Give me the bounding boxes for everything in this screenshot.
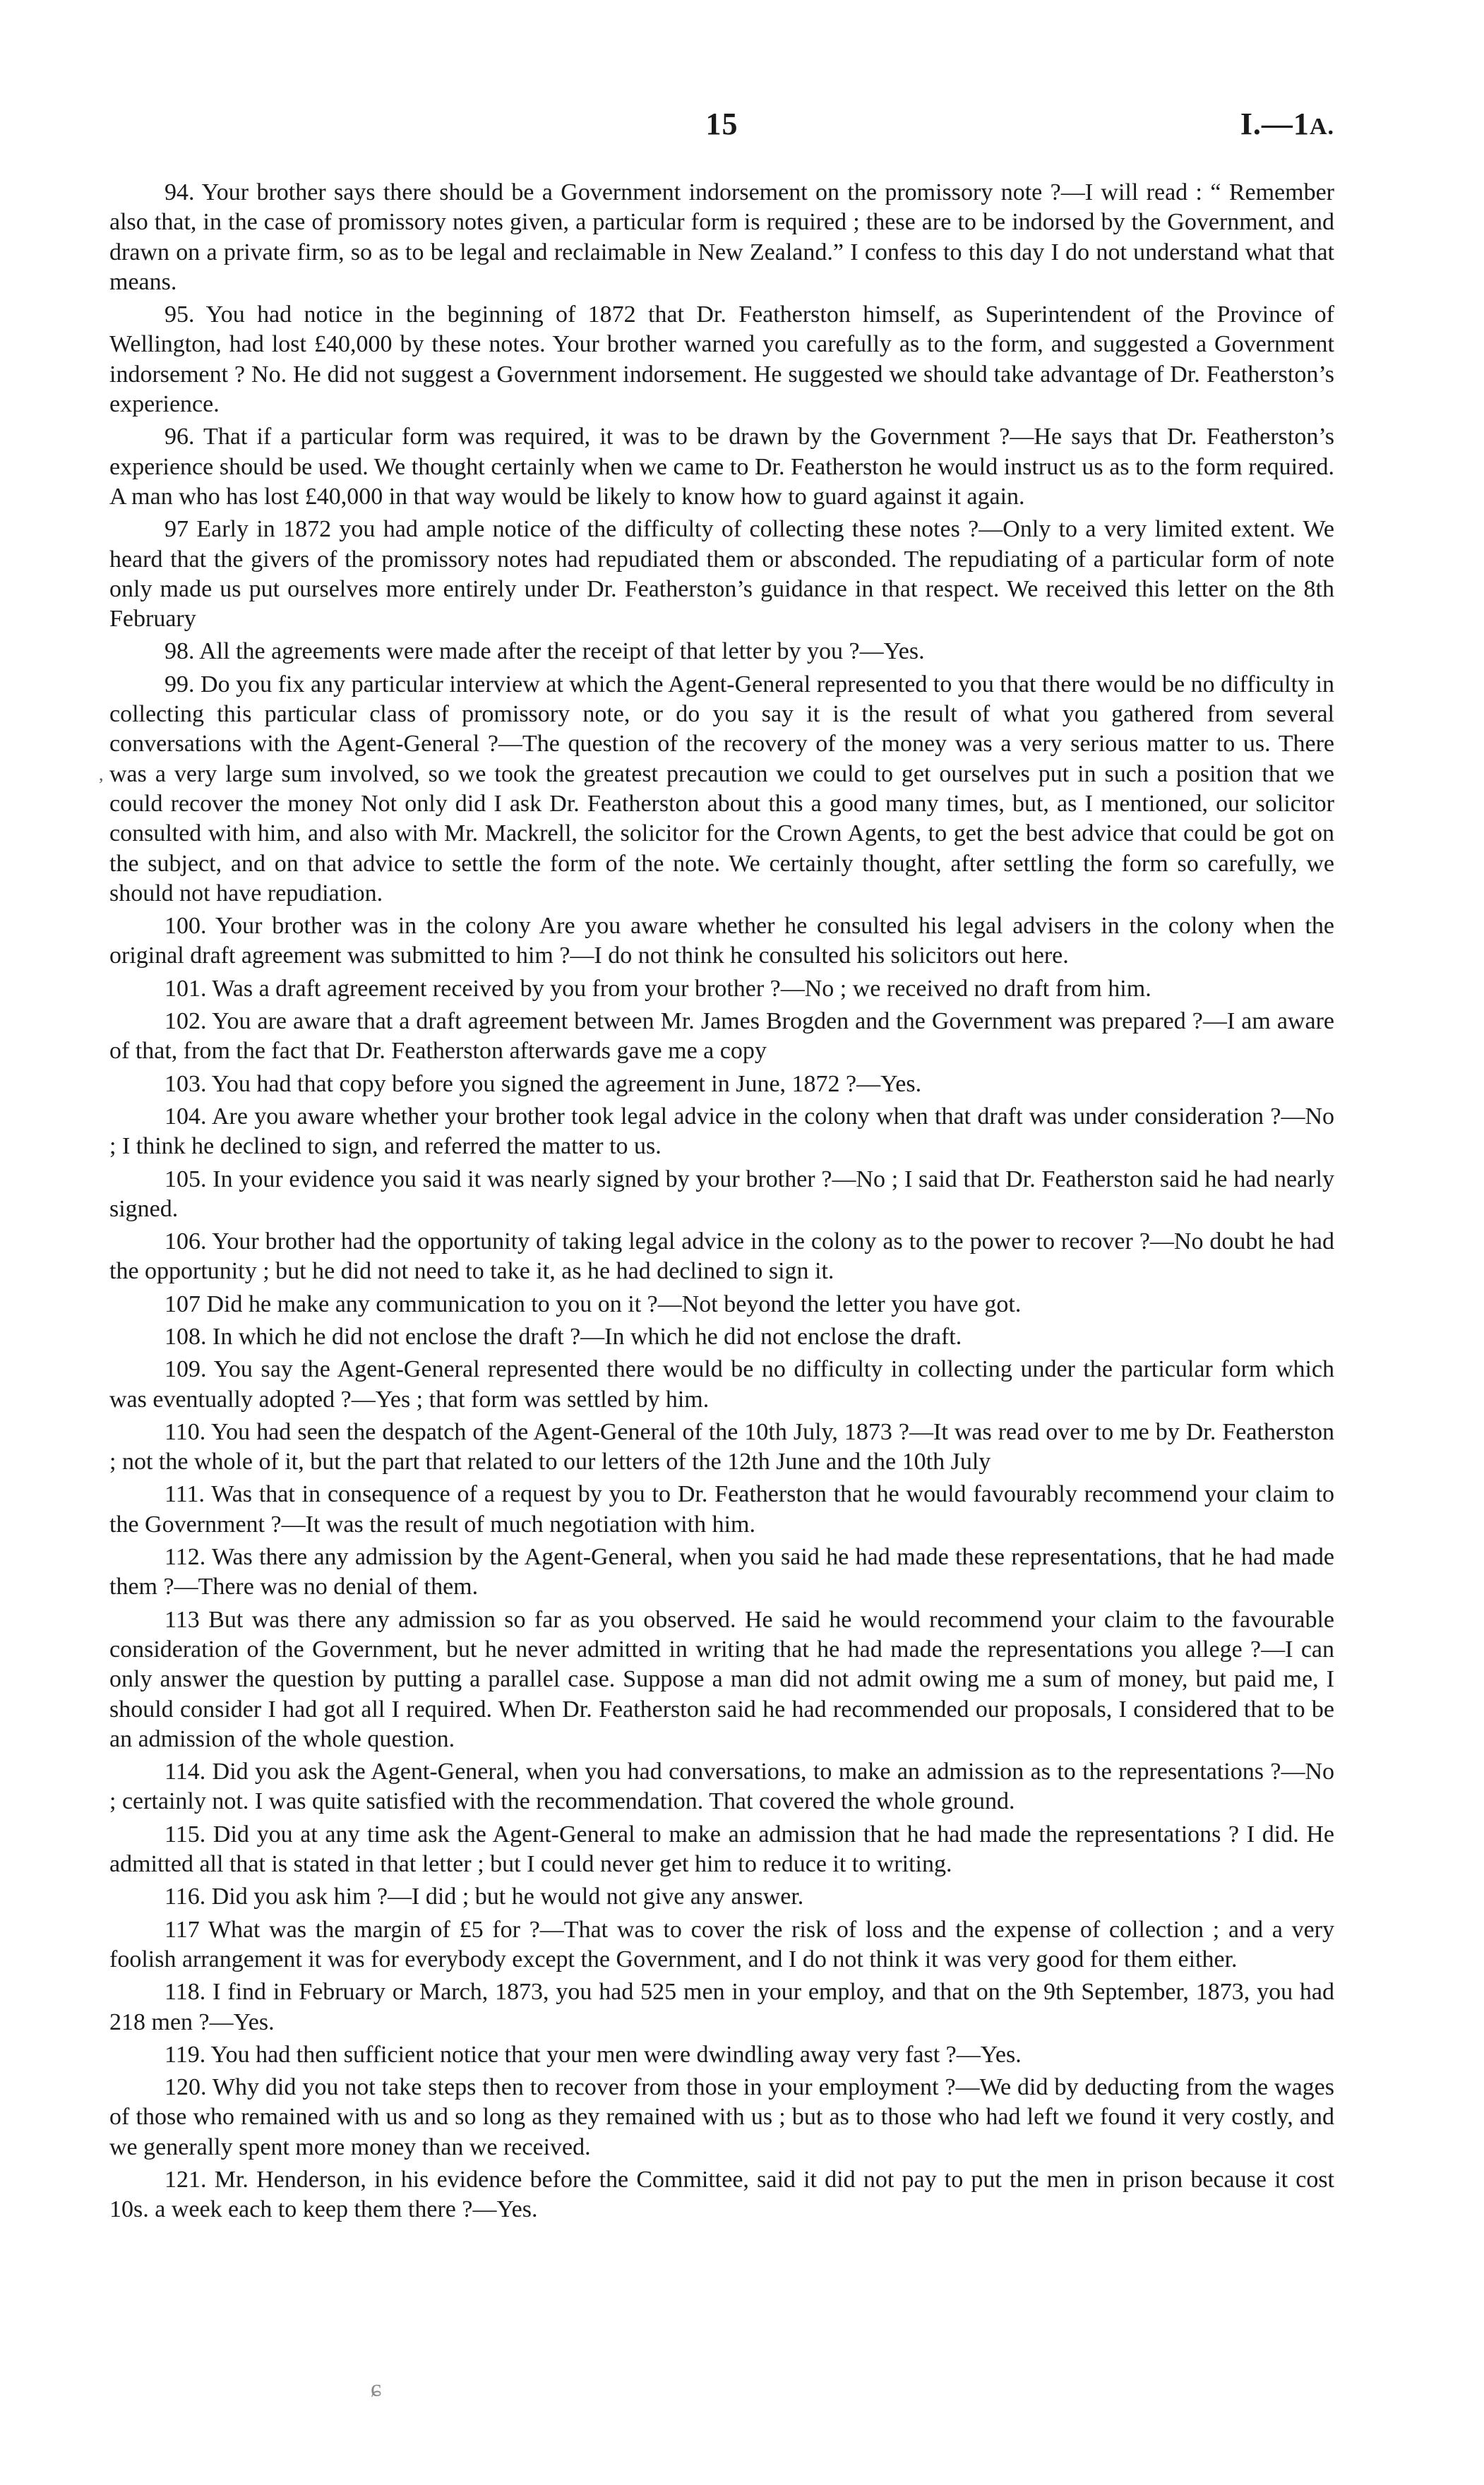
question-100 [109, 911, 1334, 971]
question-113 [109, 1605, 1334, 1754]
question-text: What was the margin of £5 for ?—That was to cover the risk of loss and the expense of collection ; and a very foolish arrangement it was for everybody except the Government, and I do not think it was very good for them either. [109, 1916, 1334, 1972]
question-number: 115. [164, 1821, 206, 1848]
page-header [109, 106, 1334, 155]
question-number: 120. [164, 2074, 207, 2101]
question-97 [109, 515, 1334, 634]
question-text: Mr. Henderson, in his evidence before the Committee, said it did not pay to put the men in prison because it cost 10s. a week each to keep them there ?—Yes. [109, 2167, 1335, 2223]
question-96 [109, 422, 1334, 512]
question-text: Did you ask the Agent-General, when you had conversations, to make an admission as to the representations ?—No ; certainly not. I was quite satisfied with the recommendation. That covered the whole ground. [109, 1759, 1334, 1815]
page-number: 15 [705, 107, 738, 141]
question-number: 99. [164, 671, 195, 697]
question-number: 108. [164, 1323, 207, 1350]
question-number: 112. [164, 1544, 206, 1571]
question-number: 101. [164, 975, 207, 1002]
question-117 [109, 1915, 1334, 1975]
question-text: Are you aware whether your brother took legal advice in the colony when that draft was under consideration ?—No ; I think he declined to sign, and referred the matter to us. [109, 1103, 1335, 1160]
question-number: 94. [164, 179, 195, 205]
question-104 [109, 1102, 1334, 1162]
question-98 [109, 637, 1334, 666]
question-107 [109, 1290, 1334, 1319]
question-text: In your evidence you said it was nearly signed by your brother ?—No ; I said that Dr. Featherston said he had nearly signed. [109, 1166, 1334, 1222]
question-text: Your brother was in the colony Are you aware whether he consulted his legal advisers in the colony when the original draft agreement was submitted to him ?—I do not think he consulted his solicitors out here. [109, 913, 1334, 969]
question-number: 117 [164, 1916, 200, 1943]
document-reference-suffix: A. [1309, 114, 1334, 140]
question-text: Was that in consequence of a request by you to Dr. Featherston that he would favourably recommend your claim to the Government ?—It was the result of much negotiation with him. [109, 1481, 1334, 1538]
question-121 [109, 2165, 1334, 2225]
question-number: 106. [164, 1228, 207, 1255]
question-text: Did you ask him ?—I did ; but he would not give any answer. [211, 1884, 804, 1910]
question-number: 109. [164, 1356, 207, 1383]
question-number: 103. [164, 1070, 207, 1097]
question-text: You say the Agent-General represented there would be no difficulty in collecting under the particular form which was eventually adopted ?—Yes ; that form was settled by him. [109, 1356, 1334, 1413]
question-text: Your brother says there should be a Government indorsement on the promissory note ?—I will read : “ Remember also that, in the case of promissory notes given, a particular form is required ; these are to be indorsed by the Government, and drawn on a private firm, so as to be legal and reclaimable in New Zealand.” I confess to this day I do not understand what that means. [109, 179, 1334, 295]
question-102 [109, 1007, 1334, 1067]
question-94 [109, 178, 1334, 297]
question-number: 97 [164, 516, 189, 543]
question-text: In which he did not enclose the draft ?—In which he did not enclose the draft. [213, 1323, 962, 1350]
question-103 [109, 1070, 1334, 1099]
question-number: 105. [164, 1166, 207, 1192]
question-text: You had that copy before you signed the agreement in June, 1872 ?—Yes. [211, 1070, 922, 1097]
question-116 [109, 1882, 1334, 1912]
question-text: You had notice in the beginning of 1872 that Dr. Featherston himself, as Superintendent of the Province of Wellington, had lost £40,000 by these notes. Your brother warned you carefully as to the form, and suggested a Government indorsement ? No. He did not suggest a Government indorsement. He suggested we should take advantage of Dr. Featherston’s experience. [109, 301, 1334, 418]
question-number: 100. [164, 913, 207, 940]
question-number: 121. [164, 2167, 207, 2193]
question-number: 110. [164, 1418, 206, 1445]
question-text: Early in 1872 you had ample notice of the difficulty of collecting these notes ?—Only to a very limited extent. We heard that the givers of the promissory notes had repudiated them or absconded. The repudiating of a particular form of note only made us put ourselves more entirely under Dr. Featherston’s guidance in that respect. We received this letter on the 8th February [109, 516, 1334, 633]
question-114 [109, 1757, 1334, 1817]
question-text: You had then sufficient notice that your men were dwindling away very fast ?—Yes. [210, 2041, 1022, 2068]
question-101 [109, 974, 1334, 1004]
document-reference [1240, 106, 1334, 142]
question-number: 119. [164, 2041, 206, 2068]
question-number: 113 [164, 1606, 200, 1633]
question-number: 107 [164, 1291, 201, 1317]
question-text: You are aware that a draft agreement between Mr. James Brogden and the Government was prepared ?—I am aware of that, from the fact that Dr. Featherston afterwards gave me a copy [109, 1008, 1334, 1065]
question-number: 116. [164, 1884, 206, 1910]
question-115 [109, 1820, 1334, 1880]
question-number: 96. [164, 424, 195, 450]
question-text: Do you fix any particular interview at which the Agent-General represented to you that there would be no difficulty in collecting this particular class of promissory note, or do you say it is the result of what you gathered from several conversations with the Agent-General ?—The question of the recovery of the money was a very serious matter to us. There was a very large sum involved, so we took the greatest precaution we could to get ourselves put in such a position that we could recover the money Not only did I ask Dr. Featherston about this a good many times, but, as I mentioned, our solicitor consulted with him, and also with Mr. Mackrell, the solicitor for the Crown Agents, to get the best advice that could be got on the subject, and on that advice to settle the form of the note. We certainly thought, after settling the form so carefully, we should not have repudiation. [109, 671, 1334, 906]
question-text: But was there any admission so far as you observed. He said he would recommend your claim to the favourable consideration of the Government, but he never admitted in writing that he had made the representations you allege ?—I can only answer the question by putting a parallel case. Suppose a man did not admit owing me a sum of money, but paid me, I should consider I had got all I required. When Dr. Featherston said he had recommended our proposals, I considered that to be an admission of the whole question. [109, 1606, 1335, 1752]
question-112 [109, 1543, 1334, 1603]
question-text: Did you at any time ask the Agent-General to make an admission that he had made the representations ? I did. He admitted all that is stated in that letter ; but I could never get him to reduce it to writing. [109, 1821, 1335, 1878]
question-text: Did he make any communication to you on it ?—Not beyond the letter you have got. [206, 1291, 1022, 1317]
question-106 [109, 1227, 1334, 1287]
evidence-body [109, 178, 1334, 2228]
question-119 [109, 2040, 1334, 2070]
question-120 [109, 2073, 1334, 2162]
question-text: Your brother had the opportunity of taking legal advice in the colony as to the power to recover ?—No doubt he had the opportunity ; but he did not need to take it, as he had declined to sign it. [109, 1228, 1334, 1285]
question-text: Was a draft agreement received by you from your brother ?—No ; we received no draft from him. [212, 975, 1151, 1002]
question-95 [109, 300, 1334, 419]
question-109 [109, 1355, 1334, 1415]
question-118 [109, 1977, 1334, 2037]
question-110 [109, 1418, 1334, 1478]
question-number: 95. [164, 301, 195, 328]
question-text: That if a particular form was required, it was to be drawn by the Government ?—He says that Dr. Featherston’s experience should be used. We thought certainly when we came to Dr. Featherston he would instruct us as to the form required. A man who has lost £40,000 in that way would be likely to know how to guard against it again. [109, 424, 1334, 510]
question-number: 111. [164, 1481, 205, 1508]
question-number: 104. [164, 1103, 207, 1130]
question-text: Was there any admission by the Agent-General, when you said he had made these representations, that he had made them ?—There was no denial of them. [109, 1544, 1334, 1600]
question-number: 118. [164, 1979, 206, 2006]
pencil-mark: ɕ [371, 2376, 382, 2402]
question-text: Why did you not take steps then to recover from those in your employment ?—We did by deducting from the wages of those who remained with us and so long as they remained with us ; but as to those who had left we found it very costly, and we generally spent more money than we received. [109, 2074, 1334, 2160]
question-number: 102. [164, 1008, 207, 1035]
question-text: All the agreements were made after the receipt of that letter by you ?—Yes. [199, 638, 925, 665]
document-reference-main: I.—1 [1240, 107, 1310, 141]
question-99 [109, 670, 1334, 909]
question-text: You had seen the despatch of the Agent-General of the 10th July, 1873 ?—It was read over to me by Dr. Featherston ; not the whole of it, but the part that related to our letters of the 12th June and the 10th July [109, 1418, 1334, 1475]
question-111 [109, 1480, 1334, 1540]
question-105 [109, 1165, 1334, 1225]
margin-mark: , [99, 764, 104, 784]
question-108 [109, 1322, 1334, 1352]
question-number: 114. [164, 1759, 206, 1785]
question-text: I find in February or March, 1873, you had 525 men in your employ, and that on the 9th September, 1873, you had 218 men ?—Yes. [109, 1979, 1335, 2035]
question-number: 98. [164, 638, 195, 665]
